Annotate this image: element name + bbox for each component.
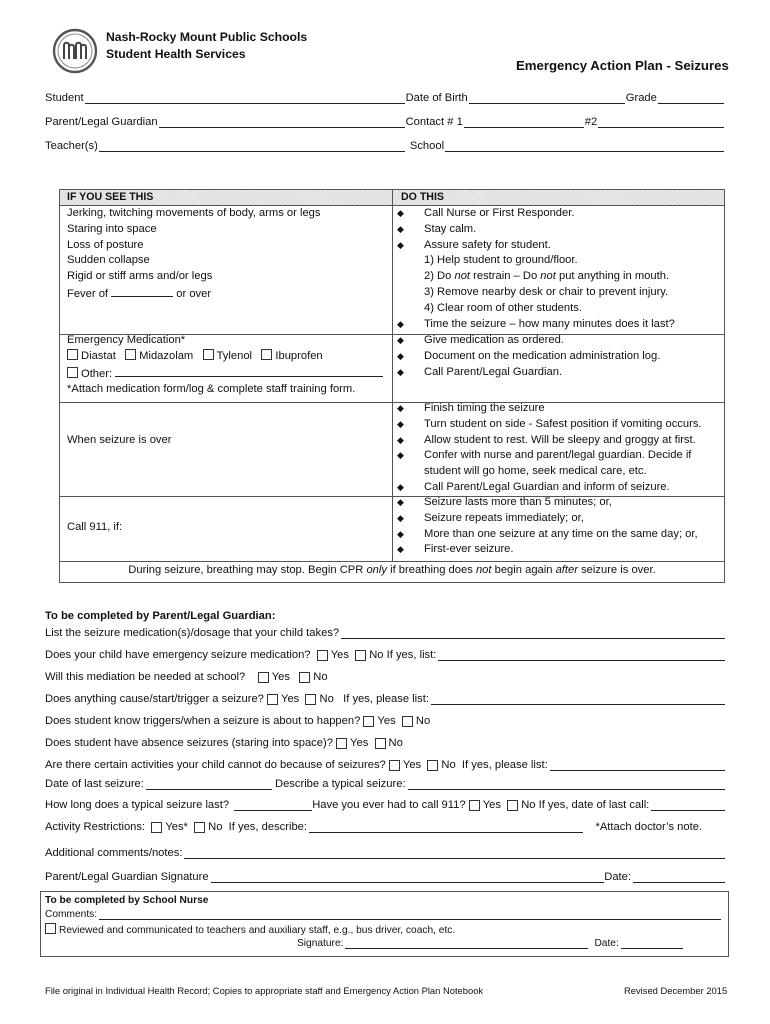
question-label: Activity Restrictions: — [45, 821, 146, 833]
cpr-note: During seizure, breathing may stop. Begin CPR only if breathing does not begin again after seizure is over. — [128, 564, 656, 576]
no-label: No — [369, 649, 384, 661]
fever-label: Fever of — [67, 287, 109, 300]
diamond-bullet-icon: ◆ — [397, 318, 404, 329]
last-seizure-date-field[interactable] — [146, 778, 272, 790]
question-label: Does anything cause/start/trigger a seizure? — [45, 693, 264, 705]
comments-label: Comments: — [45, 909, 98, 920]
teacher-row — [45, 140, 725, 152]
no-label: No — [208, 821, 223, 833]
nurse-comments-field[interactable] — [99, 909, 721, 920]
q-activities — [45, 759, 725, 771]
med-attach-note: *Attach medication form/log & complete staff training form. — [67, 383, 356, 396]
q-activity-restrictions — [45, 821, 725, 833]
action-item: First-ever seizure. — [424, 543, 514, 556]
nurse-signature-row — [297, 938, 683, 949]
contact2-label: #2 — [584, 116, 598, 128]
nurse-signature-field[interactable] — [345, 938, 588, 949]
diamond-bullet-icon: ◆ — [397, 208, 404, 218]
med-option-label: Tylenol — [216, 349, 253, 362]
footer-note: File original in Individual Health Record; Copies to appropriate staff and Emergency Action Plan Notebook — [45, 985, 484, 996]
trigger-no-checkbox[interactable] — [305, 694, 316, 705]
action-item: Time the seizure – how many minutes does it last? — [424, 317, 675, 330]
substep: 3) Remove nearby desk or chair to prevent injury. — [424, 285, 669, 298]
diamond-bullet-icon: ◆ — [397, 239, 404, 250]
diamond-bullet-icon: ◆ — [397, 528, 404, 539]
no-label: No — [388, 737, 403, 749]
question-tail: If yes, please list: — [461, 759, 548, 771]
org-line2: Student Health Services — [106, 47, 246, 61]
needed-no-checkbox[interactable] — [299, 672, 310, 683]
diamond-bullet-icon: ◆ — [397, 497, 404, 507]
school-label: School — [409, 140, 445, 152]
restrictions-yes-checkbox[interactable] — [151, 822, 162, 833]
action-item: Confer with nurse and parent/legal guardian. Decide if — [424, 449, 692, 462]
q-comments — [45, 847, 725, 859]
diamond-bullet-icon: ◆ — [397, 335, 404, 345]
absence-no-checkbox[interactable] — [375, 738, 386, 749]
last-911-date-field[interactable] — [651, 799, 725, 811]
action-item: Finish timing the seizure — [424, 402, 545, 414]
student-label: Student — [45, 92, 84, 104]
contact1-label: Contact # 1 — [405, 116, 463, 128]
q-absence-seizures — [45, 737, 725, 749]
yes-label: Yes — [402, 759, 422, 771]
called-911-yes-checkbox[interactable] — [469, 800, 480, 811]
medication-dosage-field[interactable] — [341, 627, 725, 639]
fever-suffix: or over — [176, 287, 212, 300]
symptom: Staring into space — [67, 222, 157, 235]
action-item: Allow student to rest. Will be sleepy and groggy at first. — [424, 433, 696, 446]
col-if-you-see: IF YOU SEE THIS — [67, 191, 154, 203]
emergency-med-yes-checkbox[interactable] — [317, 650, 328, 661]
actions-immediate — [397, 206, 675, 332]
student-field[interactable] — [85, 92, 405, 104]
diamond-bullet-icon: ◆ — [397, 223, 404, 234]
seizure-length-field[interactable] — [234, 799, 312, 811]
diamond-bullet-icon: ◆ — [397, 403, 404, 413]
question-label: Does student know triggers/when a seizure is about to happen? — [45, 715, 361, 727]
reviewed-label: Reviewed and communicated to teachers and auxiliary staff, e.g., bus driver, coach, etc. — [59, 925, 456, 936]
grade-field[interactable] — [658, 92, 724, 104]
diamond-bullet-icon: ◆ — [397, 450, 404, 461]
action-item: Call Parent/Legal Guardian and inform of seizure. — [424, 480, 670, 493]
contact1-field[interactable] — [464, 116, 584, 128]
nurse-section — [40, 891, 729, 957]
q-last-seizure — [45, 778, 725, 790]
q-trigger — [45, 693, 725, 705]
actions-after — [397, 401, 702, 496]
med-other-row — [67, 365, 383, 383]
other-med-field[interactable] — [115, 365, 383, 377]
student-row — [45, 92, 725, 104]
activities-yes-checkbox[interactable] — [389, 760, 400, 771]
activities-list-field[interactable] — [550, 759, 725, 771]
no-label: No — [415, 715, 431, 727]
other-med-checkbox[interactable] — [67, 367, 78, 378]
action-item: Call Nurse or First Responder. — [424, 207, 575, 219]
question-tail: If yes, please list: — [343, 693, 429, 705]
question-label: Are there certain activities your child cannot do because of seizures? — [45, 759, 386, 771]
actions-medication — [397, 333, 660, 380]
no-label: No — [313, 671, 328, 683]
column-divider — [392, 190, 393, 561]
needed-yes-checkbox[interactable] — [258, 672, 269, 683]
question-label: List the seizure medication(s)/dosage that your child takes? — [45, 627, 340, 639]
question-label: How long does a typical seizure last? — [45, 799, 230, 811]
dob-field[interactable] — [469, 92, 625, 104]
revision-date: Revised December 2015 — [624, 985, 728, 996]
restrictions-field[interactable] — [309, 821, 583, 833]
yes-label: Yes — [377, 715, 396, 727]
parent-signature-field[interactable] — [211, 871, 605, 883]
question-label: Will this mediation be needed at school? — [45, 671, 246, 683]
substep: 2) Do not restrain – Do not put anything in mouth. — [424, 270, 670, 283]
med-option-label: Diastat — [81, 349, 116, 362]
ibuprofen-checkbox[interactable] — [261, 349, 272, 360]
absence-yes-checkbox[interactable] — [336, 738, 347, 749]
action-continuation: student will go home, seek medical care, etc. — [424, 465, 647, 478]
q-seizure-length — [45, 799, 725, 811]
diamond-bullet-icon: ◆ — [397, 481, 404, 492]
question-label: Have you ever had to call 911? — [312, 799, 466, 811]
nurse-date-field[interactable] — [621, 938, 683, 949]
med-options — [67, 349, 383, 365]
guardian-row — [45, 116, 725, 128]
document-title: Emergency Action Plan - Seizures — [516, 58, 729, 73]
when-over-label: When seizure is over — [67, 434, 172, 446]
action-item: Give medication as ordered. — [424, 334, 564, 346]
know-triggers-yes-checkbox[interactable] — [363, 716, 374, 727]
action-item: Turn student on side - Safest position if vomiting occurs. — [424, 417, 702, 430]
substep: 4) Clear room of other students. — [424, 301, 582, 314]
action-item: Call Parent/Legal Guardian. — [424, 365, 563, 378]
know-triggers-no-checkbox[interactable] — [402, 716, 413, 727]
nurse-section-title: To be completed by School Nurse — [45, 895, 209, 906]
diamond-bullet-icon: ◆ — [397, 366, 404, 377]
question-label: Does your child have emergency seizure medication? — [45, 649, 311, 661]
action-plan-table — [59, 189, 725, 583]
org-name — [106, 29, 307, 63]
yes-label: Yes — [350, 737, 369, 749]
signature-label: Parent/Legal Guardian Signature — [45, 871, 209, 883]
no-label: No — [441, 759, 456, 771]
diamond-bullet-icon: ◆ — [397, 418, 404, 429]
doctor-note: *Attach doctor’s note. — [595, 821, 703, 833]
action-item: Seizure repeats immediately; or, — [424, 511, 584, 524]
symptom: Sudden collapse — [67, 254, 150, 267]
q-needed-at-school — [45, 671, 725, 683]
medication-cell — [67, 333, 383, 398]
contact2-field[interactable] — [598, 116, 724, 128]
guardian-label: Parent/Legal Guardian — [45, 116, 158, 128]
med-title: Emergency Medication* — [67, 334, 186, 346]
signature-label: Signature: — [297, 938, 344, 949]
row-divider — [60, 561, 724, 562]
date-label: Date: — [594, 938, 619, 949]
yes-label: Yes — [482, 799, 501, 811]
fever-row — [67, 285, 320, 303]
diamond-bullet-icon: ◆ — [397, 434, 404, 445]
diamond-bullet-icon: ◆ — [397, 350, 404, 361]
org-line1: Nash-Rocky Mount Public Schools — [106, 30, 308, 44]
action-item: Stay calm. — [424, 222, 477, 235]
symptom: Rigid or stiff arms and/or legs — [67, 270, 213, 283]
restrictions-no-checkbox[interactable] — [194, 822, 205, 833]
action-item: Seizure lasts more than 5 minutes; or, — [424, 496, 612, 508]
question-tail: If yes, date of last call: — [538, 799, 650, 811]
substep: 1) Help student to ground/floor. — [424, 254, 578, 267]
call-911-label: Call 911, if: — [67, 521, 123, 533]
question-tail: If yes, describe: — [228, 821, 308, 833]
typical-seizure-field[interactable] — [408, 778, 725, 790]
dob-label: Date of Birth — [405, 92, 468, 104]
guardian-field[interactable] — [159, 116, 405, 128]
symptom: Loss of posture — [67, 238, 144, 251]
teachers-label: Teacher(s) — [45, 140, 98, 152]
yes-label: Yes* — [165, 821, 188, 833]
action-item: More than one seizure at any time on the same day; or, — [424, 527, 698, 540]
nrms-logo-icon — [52, 28, 98, 74]
parent-section-heading: To be completed by Parent/Legal Guardian: — [45, 610, 276, 622]
grade-label: Grade — [625, 92, 657, 104]
symptom: Jerking, twitching movements of body, arms or legs — [67, 207, 321, 219]
school-field[interactable] — [445, 140, 724, 152]
question-label: Date of last seizure: — [45, 778, 144, 790]
no-label: No — [319, 693, 334, 705]
reviewed-row — [45, 923, 455, 936]
teachers-field[interactable] — [99, 140, 405, 152]
nurse-comments-row — [45, 909, 721, 920]
actions-911 — [397, 495, 698, 558]
q-emergency-med — [45, 649, 725, 661]
emergency-med-no-checkbox[interactable] — [355, 650, 366, 661]
trigger-yes-checkbox[interactable] — [267, 694, 278, 705]
med-option-label: Midazolam — [139, 349, 194, 362]
parent-signature-row — [45, 871, 725, 883]
col-do-this: DO THIS — [401, 191, 444, 203]
tylenol-checkbox[interactable] — [203, 349, 214, 360]
q-know-triggers — [45, 715, 725, 727]
diamond-bullet-icon: ◆ — [397, 512, 404, 523]
diastat-checkbox[interactable] — [67, 349, 78, 360]
reviewed-checkbox[interactable] — [45, 923, 56, 934]
q-medication-dosage — [45, 627, 725, 639]
activities-no-checkbox[interactable] — [427, 760, 438, 771]
fever-field[interactable] — [111, 285, 173, 297]
question-label: Additional comments/notes: — [45, 847, 183, 859]
question-label: Describe a typical seizure: — [274, 778, 406, 790]
trigger-list-field[interactable] — [431, 693, 725, 705]
yes-label: Yes — [330, 649, 349, 661]
question-label: Does student have absence seizures (staring into space)? — [45, 737, 333, 749]
action-item: Document on the medication administration log. — [424, 349, 661, 362]
med-option-label: Ibuprofen — [275, 349, 323, 362]
emergency-med-list-field[interactable] — [438, 649, 725, 661]
no-label: No — [521, 799, 536, 811]
midazolam-checkbox[interactable] — [125, 349, 136, 360]
diamond-bullet-icon: ◆ — [397, 544, 404, 555]
called-911-no-checkbox[interactable] — [507, 800, 518, 811]
yes-label: Yes — [281, 693, 300, 705]
med-other-label: Other: — [81, 367, 113, 380]
comments-field[interactable] — [184, 847, 725, 859]
yes-label: Yes — [271, 671, 290, 683]
question-tail: If yes, list: — [386, 649, 437, 661]
parent-date-field[interactable] — [633, 871, 725, 883]
symptom-list — [67, 206, 320, 303]
action-item: Assure safety for student. — [424, 238, 551, 251]
date-label: Date: — [604, 871, 631, 883]
